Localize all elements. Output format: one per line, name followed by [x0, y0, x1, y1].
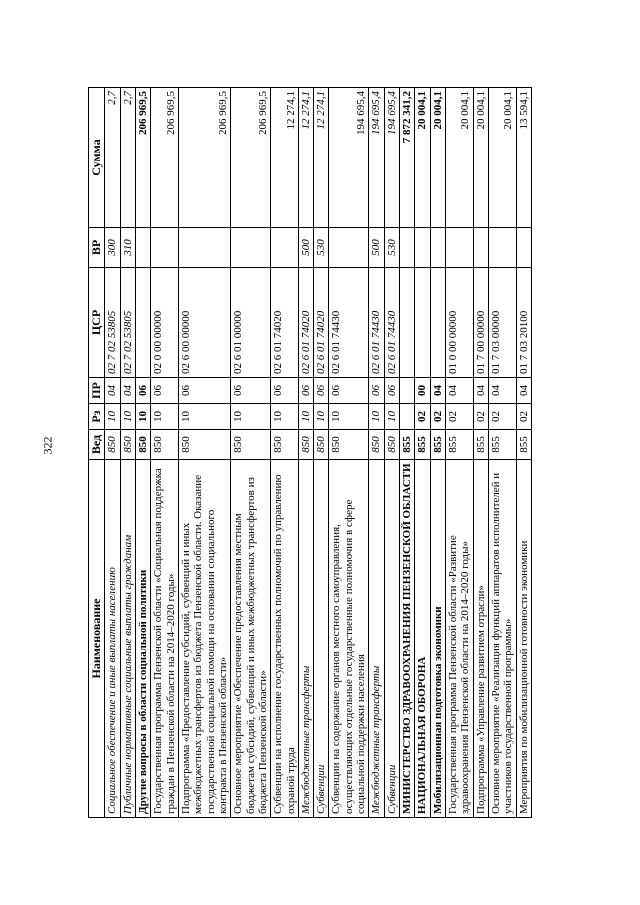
- cell-pr: 06: [384, 378, 399, 404]
- cell-rz: 10: [314, 404, 329, 430]
- table-row: [314, 88, 329, 818]
- table-row: [271, 88, 299, 818]
- cell-ved: 850: [105, 430, 120, 460]
- table-row: [384, 88, 399, 818]
- cell-ved: 850: [314, 430, 329, 460]
- cell-pr: 04: [488, 378, 516, 404]
- cell-csr: 02 6 01 74020: [314, 268, 329, 378]
- cell-sum: 20 004,1: [488, 88, 516, 228]
- table-row: [415, 88, 430, 818]
- table-row: [516, 88, 531, 818]
- cell-name: Субвенции: [314, 460, 329, 818]
- cell-pr: 04: [120, 378, 135, 404]
- cell-sum: 7 872 341,2: [400, 88, 415, 228]
- cell-rz: 10: [298, 404, 313, 430]
- cell-ved: 850: [151, 430, 179, 460]
- cell-ved: 850: [298, 430, 313, 460]
- cell-vr: [329, 228, 369, 268]
- cell-ved: 855: [473, 430, 488, 460]
- table-row: [151, 88, 179, 818]
- cell-sum: 20 004,1: [473, 88, 488, 228]
- cell-rz: 10: [384, 404, 399, 430]
- table-row: [179, 88, 231, 818]
- cell-sum: 12 274,1: [271, 88, 299, 228]
- cell-rz: 02: [488, 404, 516, 430]
- cell-csr: 02 6 01 74020: [271, 268, 299, 378]
- cell-name: Подпрограмма «Предоставление субсидий, субвенций и иных межбюджетных трансфертов из бюджета Пензенской области. Оказание государственной социальной помощи на основании социального контракта в Пензенской области»: [179, 460, 231, 818]
- cell-csr: 02 6 01 00000: [231, 268, 271, 378]
- cell-sum: 20 004,1: [445, 88, 473, 228]
- cell-name: Подпрограмма «Управление развитием отрасли»: [473, 460, 488, 818]
- cell-sum: 206 969,5: [231, 88, 271, 228]
- cell-ved: 855: [415, 430, 430, 460]
- cell-csr: 02 6 01 74430: [369, 268, 384, 378]
- cell-vr: [415, 228, 430, 268]
- cell-vr: 500: [369, 228, 384, 268]
- table-row: [231, 88, 271, 818]
- header-vr: ВР: [89, 228, 105, 268]
- cell-ved: 850: [369, 430, 384, 460]
- table-row: [488, 88, 516, 818]
- cell-rz: 10: [369, 404, 384, 430]
- cell-name: НАЦИОНАЛЬНАЯ ОБОРОНА: [415, 460, 430, 818]
- table-row: [136, 88, 151, 818]
- cell-ved: 850: [179, 430, 231, 460]
- cell-vr: [445, 228, 473, 268]
- cell-pr: 04: [516, 378, 531, 404]
- cell-name: Основное мероприятие «Реализация функций аппаратов исполнителей и участников государственной программы»: [488, 460, 516, 818]
- cell-sum: 20 004,1: [415, 88, 430, 228]
- cell-pr: 04: [473, 378, 488, 404]
- cell-ved: 850: [120, 430, 135, 460]
- cell-csr: [430, 268, 445, 378]
- cell-sum: 2,7: [120, 88, 135, 228]
- table-row: [473, 88, 488, 818]
- cell-name: Социальное обеспечение и иные выплаты населению: [105, 460, 120, 818]
- cell-vr: 530: [314, 228, 329, 268]
- cell-ved: 855: [445, 430, 473, 460]
- cell-vr: 300: [105, 228, 120, 268]
- cell-vr: [231, 228, 271, 268]
- cell-csr: 02 6 00 00000: [179, 268, 231, 378]
- page-number: 322: [40, 436, 55, 455]
- cell-rz: [400, 404, 415, 430]
- cell-vr: 530: [384, 228, 399, 268]
- cell-name: Межбюджетные трансферты: [369, 460, 384, 818]
- rotated-page: [88, 88, 548, 818]
- cell-pr: 06: [369, 378, 384, 404]
- table-row: [329, 88, 369, 818]
- cell-name: Государственная программа Пензенской области «Социальная поддержка граждан в Пензенской области на 2014–2020 годы»: [151, 460, 179, 818]
- cell-pr: 06: [314, 378, 329, 404]
- table-row: [298, 88, 313, 818]
- cell-name: Государственная программа Пензенской области «Развитие здравоохранения Пензенской области на 2014–2020 годы»: [445, 460, 473, 818]
- table-header-row: [89, 88, 105, 818]
- cell-vr: [136, 228, 151, 268]
- cell-ved: 850: [271, 430, 299, 460]
- cell-ved: 850: [329, 430, 369, 460]
- cell-sum: 206 969,5: [179, 88, 231, 228]
- cell-vr: [516, 228, 531, 268]
- cell-name: МИНИСТЕРСТВО ЗДРАВООХРАНЕНИЯ ПЕНЗЕНСКОЙ ОБЛАСТИ: [400, 460, 415, 818]
- cell-name: Публичные нормативные социальные выплаты гражданам: [120, 460, 135, 818]
- cell-ved: 855: [430, 430, 445, 460]
- cell-csr: 01 7 03 20100: [516, 268, 531, 378]
- cell-vr: [488, 228, 516, 268]
- cell-ved: 850: [231, 430, 271, 460]
- cell-vr: [473, 228, 488, 268]
- cell-ved: 855: [516, 430, 531, 460]
- cell-sum: 206 969,5: [151, 88, 179, 228]
- cell-csr: [415, 268, 430, 378]
- cell-rz: 10: [179, 404, 231, 430]
- cell-vr: [151, 228, 179, 268]
- cell-csr: 02 6 01 74020: [298, 268, 313, 378]
- table-row: [369, 88, 384, 818]
- cell-rz: 10: [151, 404, 179, 430]
- cell-pr: 06: [136, 378, 151, 404]
- cell-csr: 02 6 01 74430: [384, 268, 399, 378]
- header-sum: Сумма: [89, 88, 105, 228]
- cell-pr: 04: [430, 378, 445, 404]
- cell-csr: 01 7 03 00000: [488, 268, 516, 378]
- cell-ved: 855: [488, 430, 516, 460]
- cell-sum: 20 004,1: [430, 88, 445, 228]
- cell-csr: 02 6 01 74430: [329, 268, 369, 378]
- header-pr: ПР: [89, 378, 105, 404]
- cell-csr: 02 7 02 53805: [105, 268, 120, 378]
- cell-rz: 02: [473, 404, 488, 430]
- table-row: [400, 88, 415, 818]
- cell-pr: 06: [151, 378, 179, 404]
- cell-ved: 850: [384, 430, 399, 460]
- cell-name: Другие вопросы в области социальной политики: [136, 460, 151, 818]
- table-row: [430, 88, 445, 818]
- cell-vr: [271, 228, 299, 268]
- cell-csr: [400, 268, 415, 378]
- cell-sum: 12 274,1: [314, 88, 329, 228]
- cell-csr: 01 0 00 00000: [445, 268, 473, 378]
- cell-pr: [400, 378, 415, 404]
- cell-rz: 10: [329, 404, 369, 430]
- cell-vr: 500: [298, 228, 313, 268]
- cell-pr: 06: [298, 378, 313, 404]
- cell-name: Субвенции: [384, 460, 399, 818]
- budget-table: [88, 87, 532, 818]
- cell-pr: 06: [271, 378, 299, 404]
- cell-sum: 13 594,1: [516, 88, 531, 228]
- cell-ved: 850: [136, 430, 151, 460]
- cell-pr: 06: [231, 378, 271, 404]
- cell-csr: 02 0 00 00000: [151, 268, 179, 378]
- cell-sum: 12 274,1: [298, 88, 313, 228]
- header-csr: ЦСР: [89, 268, 105, 378]
- cell-sum: 2,7: [105, 88, 120, 228]
- cell-pr: 04: [105, 378, 120, 404]
- cell-ved: 855: [400, 430, 415, 460]
- cell-rz: 02: [516, 404, 531, 430]
- cell-name: Основное мероприятие «Обеспечение предоставления местным бюджетам субсидий, субвенций и иных межбюджетных трансфертов из бюджета Пензенской области»: [231, 460, 271, 818]
- cell-rz: 10: [136, 404, 151, 430]
- table-row: [105, 88, 120, 818]
- cell-pr: 04: [445, 378, 473, 404]
- cell-rz: 02: [415, 404, 430, 430]
- table-row: [120, 88, 135, 818]
- cell-pr: 06: [329, 378, 369, 404]
- cell-csr: 01 7 00 00000: [473, 268, 488, 378]
- cell-csr: 02 7 02 53805: [120, 268, 135, 378]
- cell-sum: 206 969,5: [136, 88, 151, 228]
- table-body: [105, 88, 531, 818]
- cell-name: Мероприятия по мобилизационной готовности экономики: [516, 460, 531, 818]
- cell-name: Межбюджетные трансферты: [298, 460, 313, 818]
- cell-vr: 310: [120, 228, 135, 268]
- header-name: Наименование: [89, 460, 105, 818]
- cell-name: Мобилизационная подготовка экономики: [430, 460, 445, 818]
- cell-rz: 02: [445, 404, 473, 430]
- cell-sum: 194 695,4: [329, 88, 369, 228]
- cell-sum: 194 695,4: [369, 88, 384, 228]
- cell-rz: 10: [271, 404, 299, 430]
- cell-vr: [400, 228, 415, 268]
- cell-rz: 10: [105, 404, 120, 430]
- cell-rz: 10: [120, 404, 135, 430]
- cell-vr: [179, 228, 231, 268]
- header-rz: Рз: [89, 404, 105, 430]
- cell-name: Субвенции на содержание органов местного самоуправления, осуществляющих отдельные государственные полномочия в сфере социальной поддержки населения: [329, 460, 369, 818]
- cell-csr: [136, 268, 151, 378]
- cell-pr: 00: [415, 378, 430, 404]
- cell-pr: 06: [179, 378, 231, 404]
- cell-name: Субвенции на исполнение государственных полномочий по управлению охраной труда: [271, 460, 299, 818]
- header-ved: Вед: [89, 430, 105, 460]
- table-row: [445, 88, 473, 818]
- cell-vr: [430, 228, 445, 268]
- cell-rz: 10: [231, 404, 271, 430]
- cell-rz: 02: [430, 404, 445, 430]
- cell-sum: 194 695,4: [384, 88, 399, 228]
